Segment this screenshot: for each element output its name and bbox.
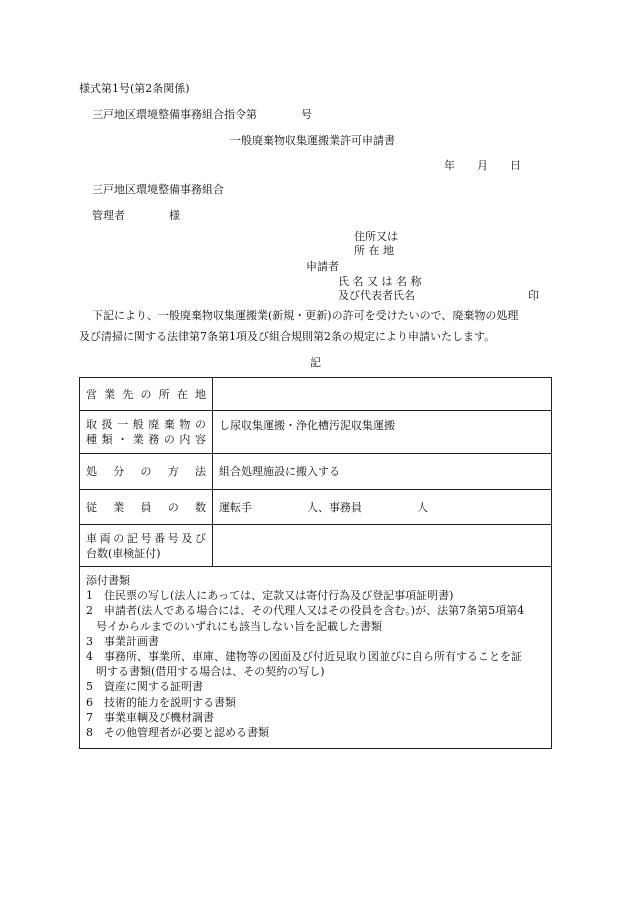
- waste-type-label-2: 種類・業務の内容: [86, 433, 206, 446]
- designation-number: 三戸地区環境整備事務組合指令第 号: [92, 108, 312, 121]
- disposal-method-value: 組合処理施設に搬入する: [213, 454, 552, 490]
- ki-heading: 記: [310, 356, 321, 369]
- attachment-item: 3 事業計画書: [86, 634, 159, 648]
- table-row: [80, 378, 552, 411]
- attachment-item: 8 その他管理者が必要と認める書類: [86, 726, 269, 740]
- table-label-cell: [80, 490, 213, 525]
- table-row: [80, 454, 552, 490]
- table-row: [80, 490, 552, 525]
- address-label-1: 住所又は: [354, 230, 398, 243]
- table-label-cell: [80, 454, 213, 490]
- table-row: [80, 411, 552, 454]
- form-number: 様式第1号(第2条関係): [79, 82, 190, 95]
- attachment-item: 5 資産に関する証明書: [86, 680, 203, 694]
- table-label-cell: [80, 411, 213, 454]
- name-label-2: 及び代表者氏名: [338, 289, 415, 302]
- location-value: [213, 378, 552, 411]
- address-label-2: 所 在 地: [354, 244, 394, 257]
- vehicles-label-2: 台数(車検証付): [86, 546, 161, 560]
- document-title: 一般廃棄物収集運搬業許可申請書: [230, 134, 395, 147]
- application-table: [79, 377, 552, 749]
- seal-mark: 印: [528, 289, 539, 302]
- attachment-item: 6 技術的能力を説明する書類: [86, 695, 236, 709]
- vehicles-value: [213, 525, 552, 567]
- applicant-label: 申請者: [306, 260, 339, 273]
- date-line: 年 月 日: [444, 159, 521, 172]
- body-text-line-2: 及び清掃に関する法律第7条第1項及び組合規則第2条の規定により申請いたします。: [79, 330, 496, 343]
- attachments-cell: [80, 567, 552, 749]
- name-label-1: 氏 名 又 は 名 称: [338, 275, 422, 288]
- body-text-line-1: 下記により、一般廃棄物収集運搬業(新規・更新)の許可を受けたいので、廃棄物の処理: [92, 309, 519, 322]
- employees-label: 従 業 員 の 数: [86, 500, 206, 514]
- attachment-item-continued: 明する書類(借用する場合は、その契約の写し): [96, 665, 325, 679]
- employees-value: 運転手 人、事務員 人: [213, 490, 552, 525]
- table-label-cell: [80, 525, 213, 567]
- attachment-item: 1 住民票の写し(法人にあっては、定款又は寄付行為及び登記事項証明書): [86, 589, 454, 603]
- attachment-item: 4 事務所、事業所、車庫、建物等の図面及び付近見取り図並びに自ら所有することを証: [86, 650, 522, 664]
- addressee-person: 管理者 様: [92, 209, 180, 222]
- location-label: 営業先の所在地: [86, 387, 206, 401]
- disposal-method-label: 処 分 の 方 法: [86, 465, 206, 478]
- addressee-org: 三戸地区環境整備事務組合: [92, 183, 224, 196]
- table-label-cell: [80, 378, 213, 411]
- vehicles-label-1: 車両の記号番号及び: [86, 531, 206, 545]
- waste-type-value: し尿収集運搬・浄化槽汚泥収集運搬: [213, 411, 552, 454]
- attachment-item: 2 申請者(法人である場合には、その代理人又はその役員を含む。)が、法第7条第5項第4: [86, 604, 525, 618]
- attachments-title: 添付書類: [86, 574, 130, 587]
- attachment-item-continued: 号イからルまでのいずれにも該当しない旨を記載した書類: [96, 619, 382, 633]
- table-row: [80, 525, 552, 567]
- waste-type-label-1: 取扱一般廃棄物の: [86, 418, 206, 431]
- table-row: [80, 567, 552, 749]
- attachment-item: 7 事業車輌及び機材調書: [86, 710, 214, 724]
